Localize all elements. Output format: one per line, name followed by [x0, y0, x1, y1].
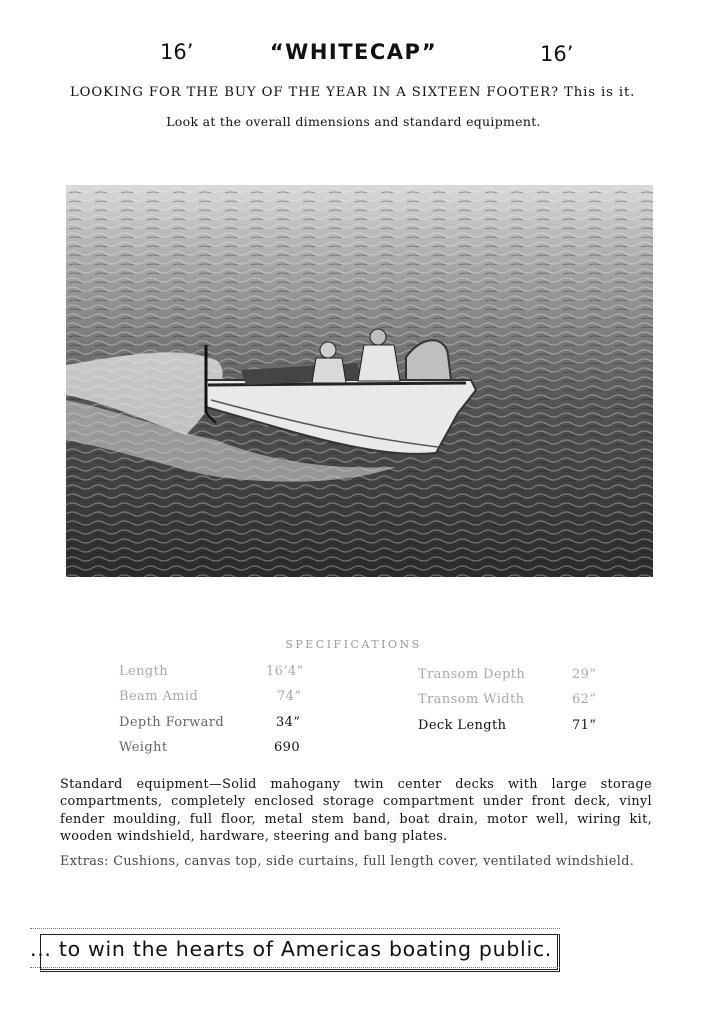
spec-value-transom-width: 62”	[572, 692, 597, 707]
specifications-heading: SPECIFICATIONS	[285, 638, 422, 651]
spec-value-transom-depth: 29”	[572, 667, 597, 682]
slogan-rule-bottom	[30, 967, 560, 968]
spec-label-transom-depth: Transom Depth	[418, 667, 526, 682]
spec-label-depth-forward: Depth Forward	[119, 715, 225, 730]
slogan: ... to win the hearts of Americas boating public.	[30, 937, 553, 961]
extras-text: Extras: Cushions, canvas top, side curtains, full length cover, ventilated windshield.	[60, 854, 635, 869]
spec-value-deck-length: 71”	[572, 718, 597, 733]
subline: Look at the overall dimensions and standard equipment.	[166, 114, 541, 129]
spec-value-weight: 690	[274, 740, 301, 755]
spec-value-length: 16’4”	[266, 664, 304, 679]
page-header	[0, 40, 707, 74]
spec-label-weight: Weight	[119, 740, 168, 755]
spec-label-beam: Beam Amid	[119, 689, 199, 704]
boat-length-right: 16’	[540, 42, 574, 66]
standard-equipment-text: Standard equipment—Solid mahogany twin center decks with large storage compartments, completely enclosed storage compartment under front deck, vinyl fender moulding, full floor, metal stem band, boat drain, motor well, wiring kit, wooden windshield, hardware, steering and bang plates.	[60, 777, 652, 845]
spec-value-beam: 74”	[277, 689, 302, 704]
tagline: LOOKING FOR THE BUY OF THE YEAR IN A SIXTEEN FOOTER? This is it.	[70, 85, 636, 100]
spec-label-transom-width: Transom Width	[418, 692, 525, 707]
spec-label-length: Length	[119, 664, 169, 679]
slogan-rule-top	[30, 928, 560, 929]
page-title: “WHITECAP”	[269, 40, 438, 64]
spec-value-depth-forward: 34”	[276, 715, 301, 730]
spec-label-deck-length: Deck Length	[418, 718, 507, 733]
boat-length-left: 16’	[160, 40, 194, 64]
boat-photo	[66, 185, 653, 577]
